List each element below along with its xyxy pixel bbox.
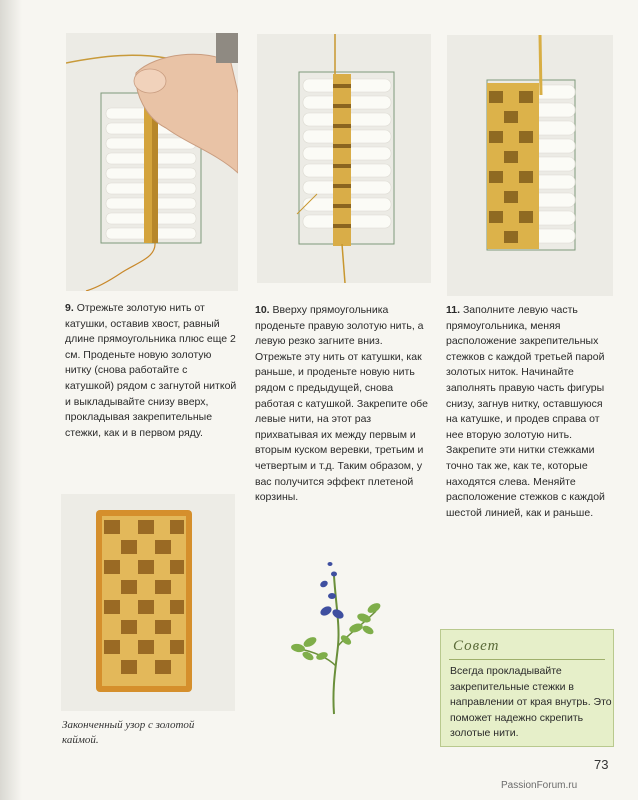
step-10	[255, 303, 429, 506]
step-9-text: Отрежьте золотую нить от катушки, оставив хвост, равный длине прямоугольника плюс еще 2 см. Проденьте новую золотую нитку (снова работайте с катушкой) рядом с загнутой ниткой и выкладывайте снизу вверх, прокладывая закрепительные стежки, как и в первом ряду.	[65, 302, 237, 439]
step-10-number: 10.	[255, 304, 270, 316]
photo-step-9	[66, 33, 238, 291]
step-11	[446, 303, 616, 521]
step-10-text: Вверху прямоугольника проденьте правую золотую нить, а левую резко загните вниз. Отрежьте эту нить от катушки, как раньше, и проденьте новую нить рядом с предыдущей, снова работая с катушкой. Закрепите обе левые нити, на этот раз прихватывая их между первым и вторым куском веревки, третьим и четвертым и т.д. Таким образом, у вас получится эффект плетеной корзины.	[255, 304, 428, 504]
book-gutter-shadow	[0, 0, 22, 800]
step-11-text: Заполните левую часть прямоугольника, меняя расположение закрепительных стежков с каждой третьей парой золотых ниток. Начинайте заполнять правую часть фигуры снизу, загнув нитку, оставшуюся на катушке, и продев справа от нее вторую золотую нить. Закрепите эти нитки стежками точно так же, как те, которые находятся слева. Меняйте расположение стежков с каждой шестой линией, как и раньше.	[446, 304, 605, 519]
tip-divider	[449, 659, 605, 660]
tip-box	[440, 629, 614, 747]
step-9-number: 9.	[65, 302, 74, 314]
page-number: 73	[594, 757, 609, 772]
photo-finished-sample	[61, 494, 235, 711]
step-9	[65, 301, 237, 441]
tip-text: Всегда прокладывайте закрепительные стежки в направлении от края внутрь. Это поможет надежно скрепить золотые нити.	[450, 665, 612, 740]
watermark: PassionForum.ru	[501, 780, 578, 791]
photo-step-10	[257, 34, 431, 283]
flower-illustration	[286, 556, 396, 716]
step-11-number: 11.	[446, 304, 461, 316]
finished-sample-caption: Законченный узор с золотой каймой.	[62, 719, 195, 746]
tip-title: Совет	[453, 638, 500, 654]
photo-step-11	[447, 35, 613, 296]
